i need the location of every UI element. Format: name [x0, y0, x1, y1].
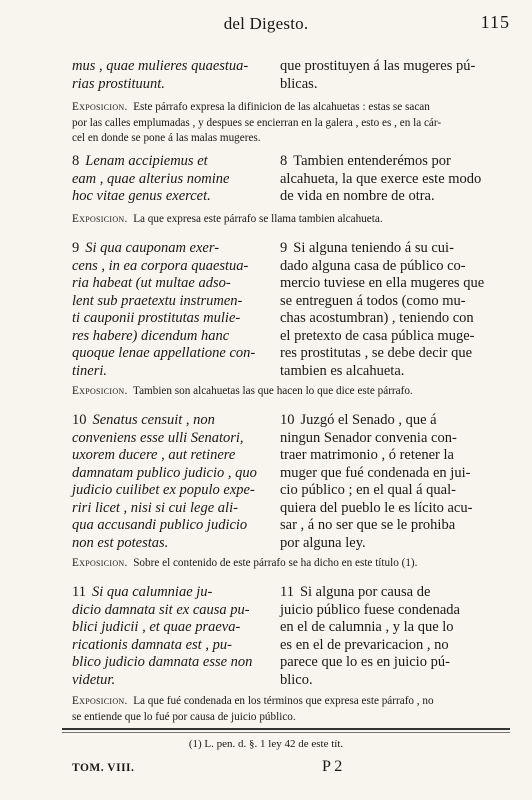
spanish-line: 8 Tambien entenderémos por — [280, 153, 451, 169]
footnote: (1) L. pen. d. §. 1 ley 42 de este tít. — [188, 738, 344, 750]
paragraph-number: 10 — [72, 412, 87, 428]
spanish-line: muger que fué condenada en jui- — [280, 464, 471, 481]
paragraph-number: 8 — [280, 153, 288, 169]
latin-line: tineri. — [72, 362, 108, 379]
spanish-line: blico. — [280, 671, 313, 688]
latin-paragraph-9 — [72, 240, 272, 380]
exposicion-note — [72, 556, 510, 572]
paragraph-number: 11 — [72, 584, 86, 600]
latin-line: quoque lenae appellatione con- — [72, 345, 256, 361]
exposicion-line: por las calles emplumadas , y despues se encierran en la galera , esto es , en la cár- — [72, 116, 442, 129]
latin-line: non est potestas. — [72, 534, 169, 551]
latin-line: videtur. — [72, 671, 116, 688]
spanish-paragraph-10 — [280, 412, 510, 552]
latin-line: ricationis damnata est , pu- — [72, 636, 232, 653]
page-header — [0, 6, 532, 32]
latin-line: mus , quae mulieres quaestua- — [72, 58, 249, 74]
exposicion-label: Exposicion. — [72, 557, 128, 569]
spanish-text-continuation — [280, 58, 510, 93]
exposicion-note — [72, 212, 510, 228]
latin-line: 9 Si qua cauponam exer- — [72, 240, 220, 256]
paragraph-number: 9 — [72, 240, 80, 256]
spanish-line: se entreguen á todos (como mu- — [280, 292, 466, 309]
spanish-line: traer matrimonio , ó retener la — [280, 447, 454, 463]
latin-line: uxorem ducere , aut retinere — [72, 447, 236, 463]
exposicion-line: Exposicion. Sobre el contenido de este párrafo se ha dicho en este título (1). — [72, 557, 418, 569]
paragraph-number: 10 — [280, 412, 295, 428]
exposicion-note — [72, 384, 510, 400]
exposicion-line: Exposicion. La que expresa este párrafo se llama tambien alcahueta. — [72, 213, 383, 225]
latin-line: riri licet , nisi si cui lege ali- — [72, 499, 238, 516]
latin-line: blico judicio damnata esse non — [72, 654, 253, 670]
page-number: 115 — [480, 12, 510, 32]
spanish-line: blicas. — [280, 75, 318, 92]
latin-line: ti cauponii prostitutas mulie- — [72, 310, 241, 326]
paragraph-number: 9 — [280, 240, 288, 256]
latin-line: eam , quae alterius nomine — [72, 170, 230, 187]
latin-line: hoc vitae genus exercet. — [72, 188, 211, 204]
exposicion-label: Exposicion. — [72, 101, 128, 113]
paragraph-number: 8 — [72, 153, 80, 169]
spanish-line: alcahueta, la que exerce este modo — [280, 170, 482, 187]
latin-line: blici judicii , et quae praeva- — [72, 619, 241, 635]
footnote-rule-thin — [62, 732, 510, 733]
latin-line: judicio cuilibet ex populo expe- — [72, 482, 255, 498]
latin-line: 8 Lenam accipiemus et — [72, 153, 208, 169]
printer-signature-mark: P 2 — [322, 758, 343, 775]
spanish-line: es en el de prevaricacion , no — [280, 636, 449, 653]
spanish-line: mercio tuviese en ella mugeres que — [280, 275, 485, 291]
spanish-line: cio público ; en el qual á qual- — [280, 482, 456, 498]
spanish-line: juicio público fuese condenada — [280, 601, 460, 618]
spanish-line: ningun Senador convenia con- — [280, 429, 457, 446]
latin-line: qua accusandi publico judicio — [72, 517, 248, 533]
volume-signature: TOM. VIII. — [72, 762, 135, 774]
paragraph-number: 11 — [280, 584, 294, 600]
spanish-line: parece que lo es en juicio pú- — [280, 654, 450, 670]
spanish-line: por alguna ley. — [280, 534, 366, 551]
latin-line: rias prostituunt. — [72, 75, 165, 92]
latin-paragraph-11 — [72, 584, 272, 689]
spanish-line: que prostituyen á las mugeres pú- — [280, 58, 476, 74]
spanish-line: dado alguna casa de público co- — [280, 257, 466, 274]
exposicion-line: se entiende que lo fué por causa de juicio público. — [72, 710, 296, 723]
latin-line: ria habeat (ut multae adso- — [72, 275, 231, 291]
spanish-line: quiera del pueblo le es lícito acu- — [280, 499, 473, 516]
exposicion-note — [72, 694, 510, 725]
latin-text-continuation — [72, 58, 272, 93]
exposicion-line: Exposicion. La que fué condenada en los términos que expresa este párrafo , no — [72, 695, 434, 707]
spanish-paragraph-9 — [280, 240, 510, 380]
latin-line: cens , in ea corpora quaestua- — [72, 257, 249, 274]
latin-line: lent sub praetextu instrumen- — [72, 292, 243, 309]
latin-line: conveniens esse ulli Senatori, — [72, 429, 244, 446]
spanish-line: res prostitutas , se debe decir que — [280, 345, 473, 361]
latin-line: res habere) dicendum hanc — [72, 327, 230, 344]
spanish-line: de vida en nombre de otra. — [280, 188, 435, 204]
running-head: del Digesto. — [223, 14, 309, 33]
spanish-paragraph-8 — [280, 153, 510, 206]
latin-line: 10 Senatus censuit , non — [72, 412, 215, 428]
exposicion-label: Exposicion. — [72, 385, 128, 397]
footnote-rule — [62, 728, 510, 730]
latin-line: 11 Si qua calumniae ju- — [72, 584, 213, 600]
spanish-line: tambien es alcahueta. — [280, 362, 405, 379]
spanish-line: el pretexto de casa pública muge- — [280, 327, 475, 344]
exposicion-label: Exposicion. — [72, 695, 128, 707]
spanish-line: 9 Si alguna teniendo á su cui- — [280, 240, 454, 256]
latin-line: dicio damnata sit ex causa pu- — [72, 601, 250, 618]
latin-paragraph-10 — [72, 412, 272, 552]
spanish-line: chas acostumbran) , teniendo con — [280, 310, 474, 326]
exposicion-line: cel en donde se pone á las malas mugeres. — [72, 132, 261, 144]
exposicion-line: Exposicion. Tambien son alcahuetas las que hacen lo que dice este párrafo. — [72, 385, 413, 397]
spanish-line: sar , á no ser que se le prohiba — [280, 517, 456, 533]
spanish-line: 11 Si alguna por causa de — [280, 584, 431, 600]
spanish-line: 10 Juzgó el Senado , que á — [280, 412, 437, 428]
latin-line: damnatam publico judicio , quo — [72, 464, 257, 481]
spanish-paragraph-11 — [280, 584, 510, 689]
spanish-line: en el de calumnia , y la que lo — [280, 619, 454, 635]
exposicion-label: Exposicion. — [72, 213, 128, 225]
exposicion-line: Exposicion. Este párrafo expresa la difinicion de las alcahuetas : estas se sacan — [72, 101, 430, 113]
exposicion-note — [72, 100, 510, 147]
latin-paragraph-8 — [72, 153, 272, 206]
